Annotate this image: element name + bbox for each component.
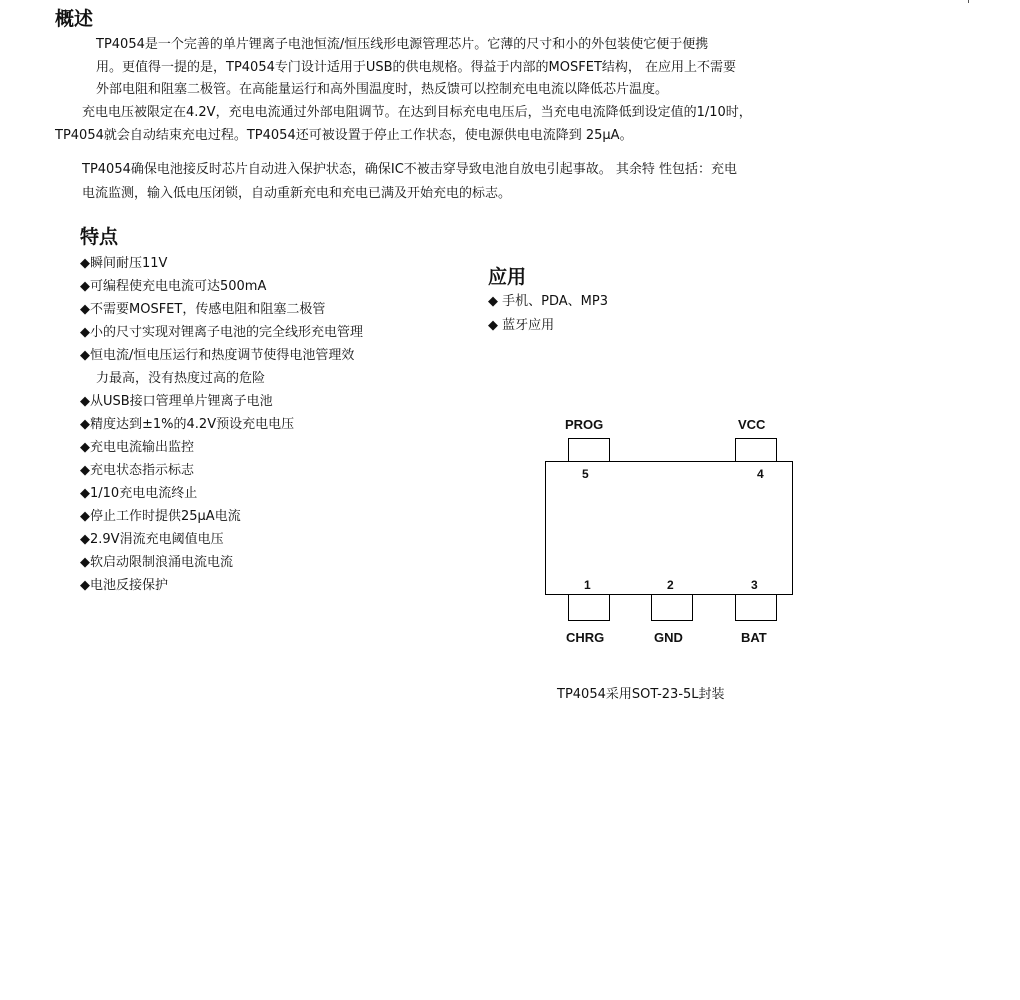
feature-item: ◆恒电流/恒电压运行和热度调节使得电池管理效	[80, 348, 355, 363]
feature-item: ◆充电状态指示标志	[80, 463, 194, 478]
pin-3-pad	[735, 594, 777, 621]
package-body	[545, 461, 793, 595]
pin-1-number: 1	[584, 578, 591, 592]
feature-item: ◆软启动限制浪涌电流电流	[80, 555, 233, 570]
application-item: ◆ 蓝牙应用	[488, 318, 555, 333]
feature-item: ◆停止工作时提供25μA电流	[80, 509, 241, 524]
pin-4-pad	[735, 438, 777, 463]
overview-paragraph-3-line-1: TP4054确保电池接反时芯片自动进入保护状态，确保IC不被击穿导致电池自放电引起事故。 其余特 性包括：充电	[82, 162, 738, 177]
feature-item: ◆可编程使充电电流可达500mA	[80, 279, 267, 294]
feature-item: ◆从USB接口管理单片锂离子电池	[80, 394, 273, 409]
features-heading: 特点	[80, 226, 119, 248]
feature-item: ◆瞬间耐压11V	[80, 256, 168, 271]
application-item: ◆ 手机、PDA、MP3	[488, 294, 608, 309]
overview-heading: 概述	[55, 8, 94, 30]
pin-5-pad	[568, 438, 610, 463]
feature-item: ◆1/10充电电流终止	[80, 486, 198, 501]
pin-3-name: BAT	[741, 630, 767, 645]
pin-5-number: 5	[582, 467, 589, 481]
feature-item: ◆电池反接保护	[80, 578, 168, 593]
overview-paragraph-3-line-2: 电流监测，输入低电压闭锁，自动重新充电和充电已满及开始充电的标志。	[82, 186, 512, 201]
pin-3-number: 3	[751, 578, 758, 592]
feature-item: ◆小的尺寸实现对锂离子电池的完全线形充电管理	[80, 325, 363, 340]
pin-2-name: GND	[654, 630, 683, 645]
pin-4-name: VCC	[738, 417, 766, 432]
feature-item: ◆2.9V涓流充电阈值电压	[80, 532, 224, 547]
pin-2-pad	[651, 594, 693, 621]
feature-item: ◆不需要MOSFET，传感电阻和阻塞二极管	[80, 302, 326, 317]
pin-1-name: CHRG	[566, 630, 605, 645]
overview-paragraph-2-line-2: TP4054就会自动结束充电过程。TP4054还可被设置于停止工作状态，使电源供电电流降到 25μA。	[55, 128, 633, 143]
pin-2-number: 2	[667, 578, 674, 592]
pin-4-number: 4	[757, 467, 764, 481]
overview-paragraph-1-line-1: TP4054是一个完善的单片锂离子电池恒流/恒压线形电源管理芯片。它薄的尺寸和小的外包装使它便于便携	[96, 37, 709, 52]
overview-paragraph-1-line-2: 用。更值得一提的是，TP4054专门设计适用于USB的供电规格。得益于内部的MOSFET结构， 在应用上不需要	[96, 60, 737, 75]
pin-5-name: PROG	[565, 417, 604, 432]
feature-item: ◆充电电流输出监控	[80, 440, 194, 455]
pin-1-pad	[568, 594, 610, 621]
feature-item: ◆精度达到±1%的4.2V预设充电电压	[80, 417, 295, 432]
applications-heading: 应用	[488, 266, 527, 288]
overview-paragraph-1-line-3: 外部电阻和阻塞二极管。在高能量运行和高外围温度时，热反馈可以控制充电电流以降低芯片温度。	[96, 82, 669, 97]
package-caption: TP4054采用SOT-23-5L封装	[557, 687, 725, 702]
overview-paragraph-2-line-1: 充电电压被限定在4.2V，充电电流通过外部电阻调节。在达到目标充电电压后，当充电电流降低到设定值的1/10时，	[82, 105, 752, 120]
page-corner-mark	[968, 0, 969, 3]
feature-item-continuation: 力最高，没有热度过高的危险	[96, 371, 266, 386]
